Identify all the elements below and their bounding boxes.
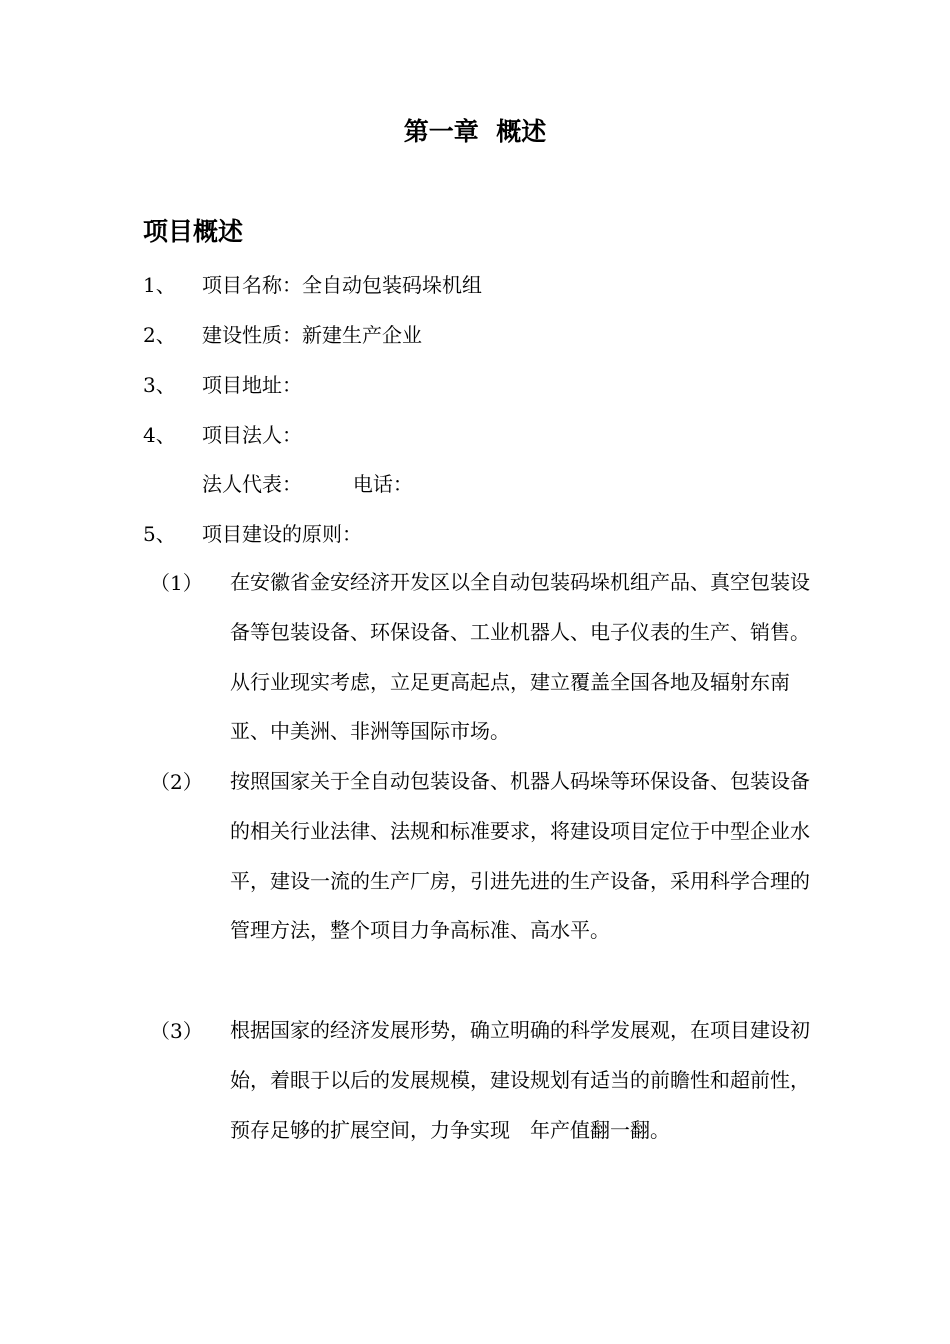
legal-representative-line: 法人代表： 电话： [202, 472, 413, 496]
item-text: 项目建设的原则： [202, 522, 362, 546]
principle-paragraph: 按照国家关于全自动包装设备、机器人码垛等环保设备、包装设备的相关行业法律、法规和标准要求，将建设项目定位于中型企业水平，建设一流的生产厂房，引进先进的生产设备，采用科学合理的管理方法，整个项目力争高标准、高水平。 [230, 769, 810, 943]
item-number: 4、 [143, 423, 176, 447]
principle-number: （3） [150, 1019, 203, 1043]
principle-number: （1） [150, 571, 203, 595]
principle-number: （2） [150, 770, 203, 794]
item-number: 1、 [143, 273, 176, 297]
item-text: 项目名称：全自动包装码垛机组 [202, 273, 482, 297]
item-text: 项目法人： [202, 423, 302, 447]
principle-paragraph: 根据国家的经济发展形势，确立明确的科学发展观，在项目建设初始，着眼于以后的发展规模，建设规划有适当的前瞻性和超前性，预存足够的扩展空间，力争实现 年产值翻一翻。 [230, 1018, 810, 1142]
chapter-title: 第一章 概述 [403, 117, 547, 146]
section-title: 项目概述 [143, 217, 244, 246]
item-number: 5、 [143, 522, 176, 546]
item-number: 2、 [143, 323, 176, 347]
item-text: 项目地址： [202, 373, 302, 397]
item-number: 3、 [143, 373, 176, 397]
principle-paragraph: 在安徽省金安经济开发区以全自动包装码垛机组产品、真空包装设备等包装设备、环保设备、工业机器人、电子仪表的生产、销售。从行业现实考虑，立足更高起点，建立覆盖全国各地及辐射东南亚、中美洲、非洲等国际市场。 [230, 570, 810, 744]
item-text: 建设性质：新建生产企业 [202, 323, 422, 347]
